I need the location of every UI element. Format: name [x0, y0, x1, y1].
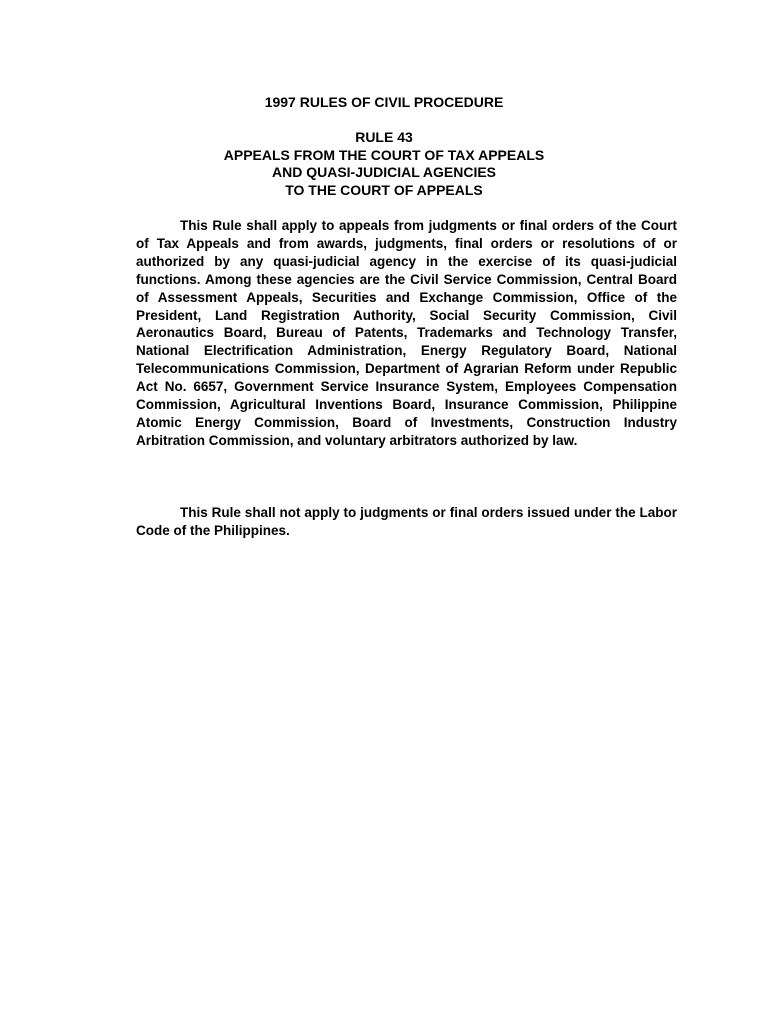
rule-title-line-1: APPEALS FROM THE COURT OF TAX APPEALS — [223, 146, 545, 163]
rule-title-line-3: TO THE COURT OF APPEALS — [285, 181, 483, 198]
document-title: 1997 RULES OF CIVIL PROCEDURE — [264, 94, 504, 110]
paragraph-exclusion — [136, 504, 677, 540]
paragraph-scope — [136, 217, 677, 450]
paragraph-exclusion-text: This Rule shall not apply to judgments or final orders issued under the Labor Code of the Philippines. — [136, 505, 677, 538]
paragraph-scope-text: This Rule shall apply to appeals from judgments or final orders of the Court of Tax Appeals and from awards, judgments, final orders or resolutions of or authorized by any quasi-judicial agency in the exercise of its quasi-judicial functions. Among these agencies are the Civil Service Commission, Central Board of Assessment Appeals, Securities and Exchange Commission, Office of the President, Land Registration Authority, Social Security Commission, Civil Aeronautics Board, Bureau of Patents, Trademarks and Technology Transfer, National Electrification Administration, Energy Regulatory Board, National Telecommunications Commission, Department of Agrarian Reform under Republic Act No. 6657, Government Service Insurance System, Employees Compensation Commission, Agricultural Inventions Board, Insurance Commission, Philippine Atomic Energy Commission, Board of Investments, Construction Industry Arbitration Commission, and voluntary arbitrators authorized by law. — [136, 218, 677, 448]
rule-number: RULE 43 — [355, 129, 413, 145]
rule-title-line-2: AND QUASI-JUDICIAL AGENCIES — [271, 164, 497, 180]
rule-heading — [0, 129, 768, 199]
